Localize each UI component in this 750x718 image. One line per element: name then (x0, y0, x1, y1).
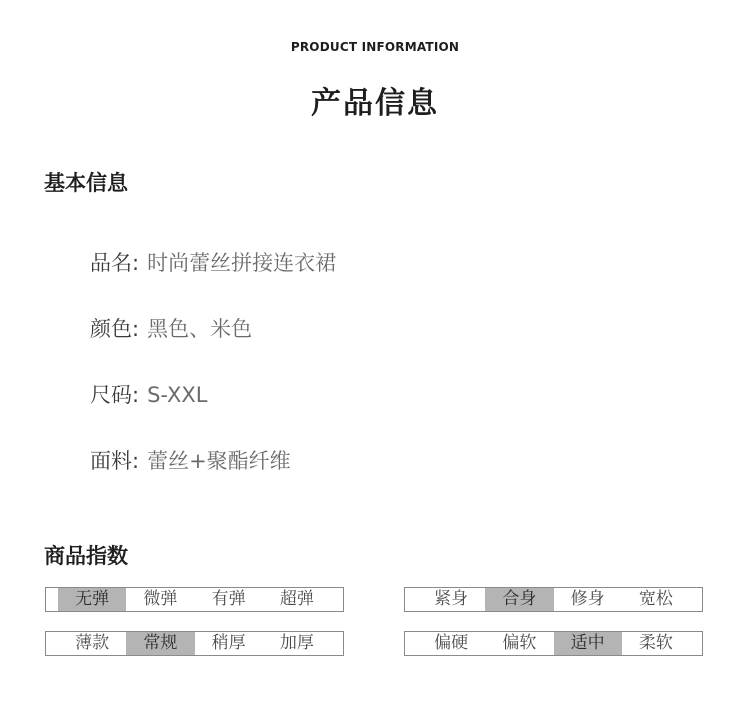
page-title: 产品信息 (311, 86, 439, 121)
fit-scale (404, 587, 703, 612)
product-index-heading: 商品指数 (44, 544, 128, 568)
scale-option: 宽松 (638, 589, 673, 609)
info-key: 颜色: (90, 317, 140, 341)
scale-option: 合身 (485, 588, 553, 611)
scale-option: 加厚 (279, 633, 314, 653)
info-value: S-XXL (147, 383, 208, 407)
info-row-fabric (90, 446, 291, 476)
scale-option: 修身 (570, 589, 605, 609)
info-value: 黑色、米色 (147, 317, 253, 341)
scale-option: 薄款 (75, 633, 110, 653)
scale-option: 柔软 (638, 633, 673, 653)
scale-option: 偏软 (502, 633, 537, 653)
info-value: 时尚蕾丝拼接连衣裙 (147, 251, 337, 275)
scale-option: 稍厚 (211, 633, 246, 653)
info-key: 品名: (90, 251, 140, 275)
scale-option: 紧身 (434, 589, 469, 609)
scale-option: 有弹 (211, 589, 246, 609)
thickness-scale (45, 631, 344, 656)
info-key: 面料: (90, 449, 140, 473)
info-row-size (90, 380, 207, 410)
scale-option: 偏硬 (434, 633, 469, 653)
info-row-name (90, 248, 336, 278)
english-title: PRODUCT INFORMATION (290, 40, 460, 54)
info-value: 蕾丝+聚酯纤维 (147, 449, 291, 473)
info-row-color (90, 314, 252, 344)
info-key: 尺码: (90, 383, 140, 407)
scale-option: 微弹 (143, 589, 178, 609)
scale-option: 超弹 (279, 589, 314, 609)
elasticity-scale (45, 587, 344, 612)
softness-scale (404, 631, 703, 656)
scale-option: 无弹 (58, 588, 126, 611)
scale-option: 常规 (126, 632, 194, 655)
basic-info-heading: 基本信息 (44, 171, 128, 195)
scale-option: 适中 (554, 632, 622, 655)
